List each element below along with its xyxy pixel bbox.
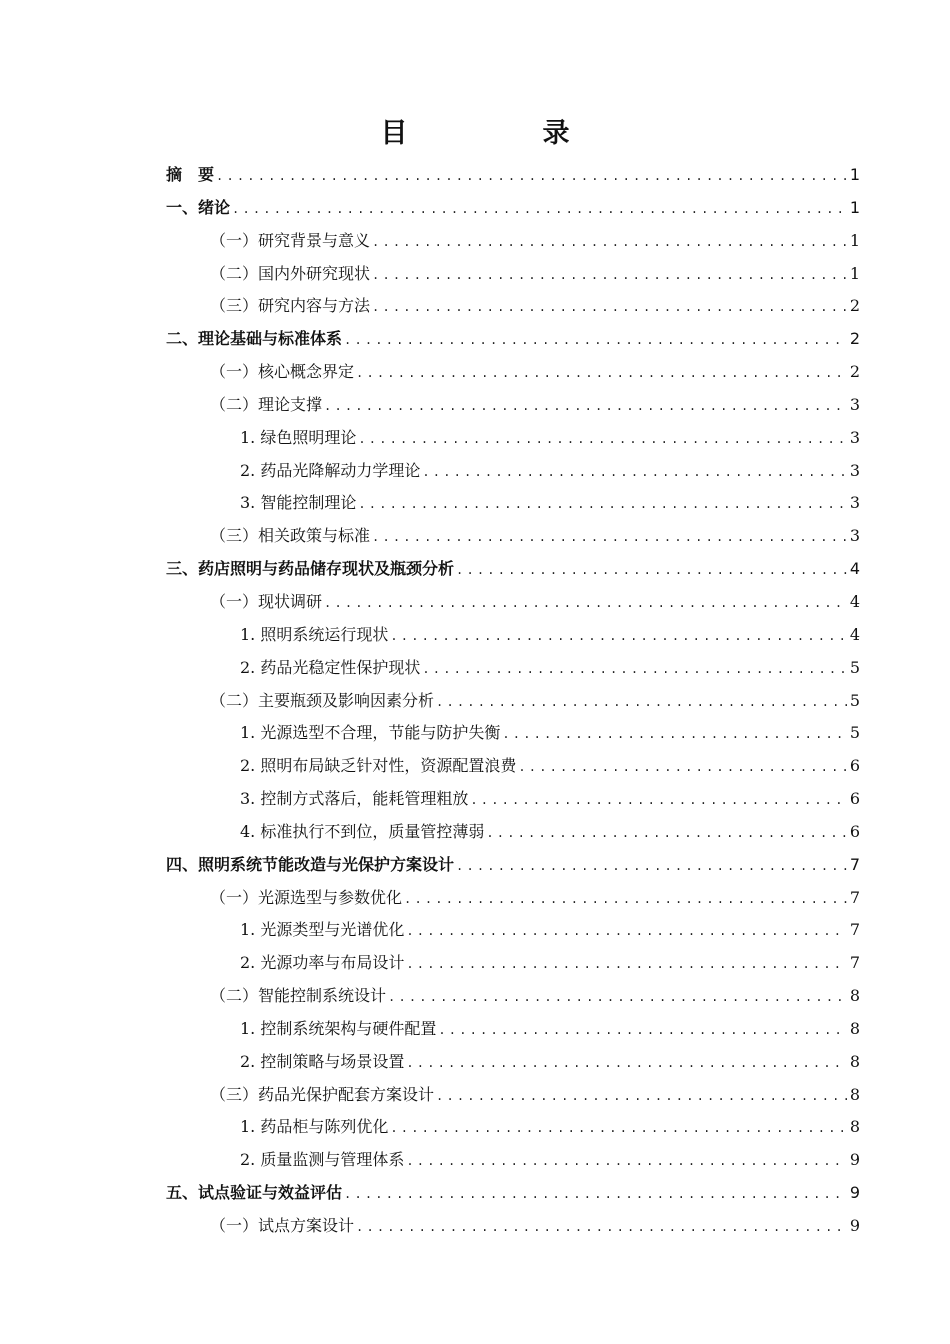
toc-dot-leader bbox=[324, 587, 847, 620]
toc-dot-leader bbox=[406, 1145, 846, 1178]
toc-entry-label: （一）光源选型与参数优化 bbox=[210, 887, 403, 907]
toc-entry[interactable] bbox=[166, 914, 860, 947]
toc-entry-page-number: 6 bbox=[849, 821, 860, 841]
toc-entry-label: （一）试点方案设计 bbox=[210, 1216, 355, 1235]
toc-entry-page-number: 7 bbox=[849, 953, 860, 973]
toc-dot-leader bbox=[344, 324, 847, 357]
toc-entry-label: （一）现状调研 bbox=[210, 591, 323, 611]
toc-entry-label: 1. 绿色照明理论 bbox=[240, 427, 357, 447]
toc-entry[interactable] bbox=[166, 290, 860, 323]
toc-entry-page-number: 3 bbox=[849, 394, 860, 414]
toc-entry-page-number: 9 bbox=[849, 1150, 860, 1170]
toc-entry-label: 1. 光源类型与光谱优化 bbox=[240, 920, 405, 940]
toc-dot-leader bbox=[216, 160, 847, 193]
toc-entry-label: （三）药品光保护配套方案设计 bbox=[210, 1084, 435, 1104]
toc-entry-label: 2. 药品光降解动力学理论 bbox=[240, 460, 421, 480]
toc-dot-leader bbox=[372, 259, 847, 292]
toc-entry[interactable] bbox=[166, 520, 860, 553]
toc-entry-page-number: 8 bbox=[849, 1117, 860, 1137]
toc-entry-label: 1. 药品柜与陈列优化 bbox=[240, 1117, 389, 1137]
toc-entry-page-number: 4 bbox=[849, 559, 860, 579]
toc-entry[interactable] bbox=[166, 1079, 860, 1112]
toc-entry[interactable] bbox=[166, 553, 860, 586]
toc-entry-page-number: 6 bbox=[849, 789, 860, 809]
toc-entry[interactable] bbox=[166, 947, 860, 980]
toc-entry-label: 1. 控制系统架构与硬件配置 bbox=[240, 1018, 437, 1038]
toc-entry[interactable] bbox=[166, 455, 860, 488]
toc-entry[interactable] bbox=[166, 1013, 860, 1046]
toc-dot-leader bbox=[486, 817, 846, 850]
toc-dot-leader bbox=[422, 653, 846, 686]
toc-entry[interactable] bbox=[166, 816, 860, 849]
toc-dot-leader bbox=[406, 1047, 846, 1080]
toc-entry[interactable] bbox=[166, 849, 860, 882]
toc-dot-leader bbox=[470, 784, 846, 817]
toc-dot-leader bbox=[436, 1080, 847, 1113]
toc-entry-page-number: 5 bbox=[849, 690, 860, 710]
toc-entry-page-number: 3 bbox=[849, 493, 860, 513]
toc-entry[interactable] bbox=[166, 882, 860, 915]
toc-title: 目 录 bbox=[380, 118, 624, 149]
toc-dot-leader bbox=[358, 423, 846, 456]
toc-entry-page-number: 8 bbox=[849, 986, 860, 1006]
toc-entry-label: 四、照明系统节能改造与光保护方案设计 bbox=[166, 854, 455, 874]
toc-entry-page-number: 2 bbox=[849, 296, 860, 316]
toc-entry-label: 三、药店照明与药品储存现状及瓶颈分析 bbox=[166, 559, 455, 579]
toc-entry-label: （二）理论支撑 bbox=[210, 394, 323, 414]
toc-dot-leader bbox=[358, 488, 846, 521]
toc-entry[interactable] bbox=[166, 652, 860, 685]
toc-dot-leader bbox=[356, 1211, 847, 1244]
toc-entry-page-number: 3 bbox=[849, 427, 860, 447]
toc-entry-page-number: 4 bbox=[849, 624, 860, 644]
toc-entry-page-number: 7 bbox=[849, 887, 860, 907]
toc-entry-label: 1. 照明系统运行现状 bbox=[240, 624, 389, 644]
toc-entry-page-number: 4 bbox=[849, 591, 860, 611]
toc-entry-label: （一）研究背景与意义 bbox=[210, 230, 371, 250]
toc-dot-leader bbox=[438, 1014, 846, 1047]
toc-dot-leader bbox=[388, 981, 847, 1014]
toc-entry-label: （二）智能控制系统设计 bbox=[210, 986, 387, 1006]
toc-entry-page-number: 8 bbox=[849, 1084, 860, 1104]
toc-entry-page-number: 7 bbox=[849, 854, 860, 874]
toc-entry[interactable] bbox=[166, 323, 860, 356]
toc-dot-leader bbox=[372, 291, 847, 324]
toc-entry-label: （二）主要瓶颈及影响因素分析 bbox=[210, 690, 435, 710]
toc-dot-leader bbox=[372, 521, 847, 554]
toc-dot-leader bbox=[406, 948, 846, 981]
toc-entry[interactable] bbox=[166, 1177, 860, 1210]
toc-dot-leader bbox=[232, 193, 847, 226]
toc-entry-label: 2. 光源功率与布局设计 bbox=[240, 953, 405, 973]
toc-dot-leader bbox=[404, 883, 847, 916]
toc-entry[interactable] bbox=[166, 1111, 860, 1144]
toc-dot-leader bbox=[422, 456, 846, 489]
toc-entry-page-number: 3 bbox=[849, 526, 860, 546]
toc-dot-leader bbox=[390, 620, 846, 653]
toc-entry-label: （三）相关政策与标准 bbox=[210, 526, 371, 546]
toc-entry-page-number: 2 bbox=[849, 362, 860, 382]
toc-entry-label: 3. 控制方式落后，能耗管理粗放 bbox=[240, 789, 469, 809]
toc-dot-leader bbox=[456, 554, 847, 587]
toc-entry-label: 2. 照明布局缺乏针对性，资源配置浪费 bbox=[240, 756, 517, 776]
toc-entry[interactable] bbox=[166, 356, 860, 389]
toc-entry[interactable] bbox=[166, 159, 860, 192]
toc-entry[interactable] bbox=[166, 685, 860, 718]
toc-entry[interactable] bbox=[166, 258, 860, 291]
toc-entry-page-number: 1 bbox=[849, 263, 860, 283]
toc-entry-page-number: 3 bbox=[849, 460, 860, 480]
toc-entry-page-number: 1 bbox=[849, 197, 860, 217]
toc-entry[interactable] bbox=[166, 192, 860, 225]
toc-dot-leader bbox=[436, 686, 847, 719]
toc-entry-label: 一、绪论 bbox=[166, 197, 231, 217]
toc-entry[interactable] bbox=[166, 225, 860, 258]
toc-dot-leader bbox=[324, 390, 847, 423]
toc-entry-page-number: 2 bbox=[849, 329, 860, 349]
toc-entry-label: 五、试点验证与效益评估 bbox=[166, 1183, 343, 1203]
toc-entry-label: （二）国内外研究现状 bbox=[210, 263, 371, 283]
toc-entry[interactable] bbox=[166, 750, 860, 783]
toc-entry[interactable] bbox=[166, 586, 860, 619]
toc-dot-leader bbox=[502, 718, 846, 751]
toc-entry-label: （一）核心概念界定 bbox=[210, 362, 355, 382]
toc-entry[interactable] bbox=[166, 422, 860, 455]
toc-entry-page-number: 8 bbox=[849, 1018, 860, 1038]
toc-entry-label: 摘 要 bbox=[166, 165, 215, 184]
toc-entry-label: 1. 光源选型不合理，节能与防护失衡 bbox=[240, 723, 501, 743]
toc-dot-leader bbox=[390, 1112, 846, 1145]
toc-entry-page-number: 1 bbox=[849, 230, 860, 250]
toc-entry-label: 3. 智能控制理论 bbox=[240, 493, 357, 513]
toc-entry-page-number: 9 bbox=[849, 1183, 860, 1203]
toc-dot-leader bbox=[356, 357, 847, 390]
toc-entry-label: 二、理论基础与标准体系 bbox=[166, 329, 343, 349]
table-of-contents bbox=[166, 159, 860, 1243]
toc-dot-leader bbox=[406, 915, 846, 948]
toc-entry[interactable] bbox=[166, 389, 860, 422]
toc-entry-page-number: 9 bbox=[849, 1216, 860, 1235]
toc-entry-page-number: 8 bbox=[849, 1051, 860, 1071]
toc-dot-leader bbox=[518, 751, 846, 784]
toc-entry[interactable] bbox=[166, 487, 860, 520]
toc-dot-leader bbox=[344, 1178, 847, 1211]
toc-entry-page-number: 5 bbox=[849, 657, 860, 677]
toc-dot-leader bbox=[372, 226, 847, 259]
toc-entry[interactable] bbox=[166, 619, 860, 652]
toc-entry-page-number: 7 bbox=[849, 920, 860, 940]
toc-entry-page-number: 5 bbox=[849, 723, 860, 743]
toc-entry-label: 2. 控制策略与场景设置 bbox=[240, 1051, 405, 1071]
toc-entry-page-number: 1 bbox=[849, 165, 860, 184]
toc-entry-label: （三）研究内容与方法 bbox=[210, 296, 371, 316]
toc-entry[interactable] bbox=[166, 980, 860, 1013]
toc-entry[interactable] bbox=[166, 783, 860, 816]
toc-entry-page-number: 6 bbox=[849, 756, 860, 776]
toc-entry[interactable] bbox=[166, 1046, 860, 1079]
toc-entry[interactable] bbox=[166, 1144, 860, 1177]
toc-entry-label: 2. 质量监测与管理体系 bbox=[240, 1150, 405, 1170]
toc-entry[interactable] bbox=[166, 717, 860, 750]
toc-entry-label: 2. 药品光稳定性保护现状 bbox=[240, 657, 421, 677]
toc-entry[interactable] bbox=[166, 1210, 860, 1243]
toc-entry-label: 4. 标准执行不到位，质量管控薄弱 bbox=[240, 821, 485, 841]
toc-dot-leader bbox=[456, 850, 847, 883]
